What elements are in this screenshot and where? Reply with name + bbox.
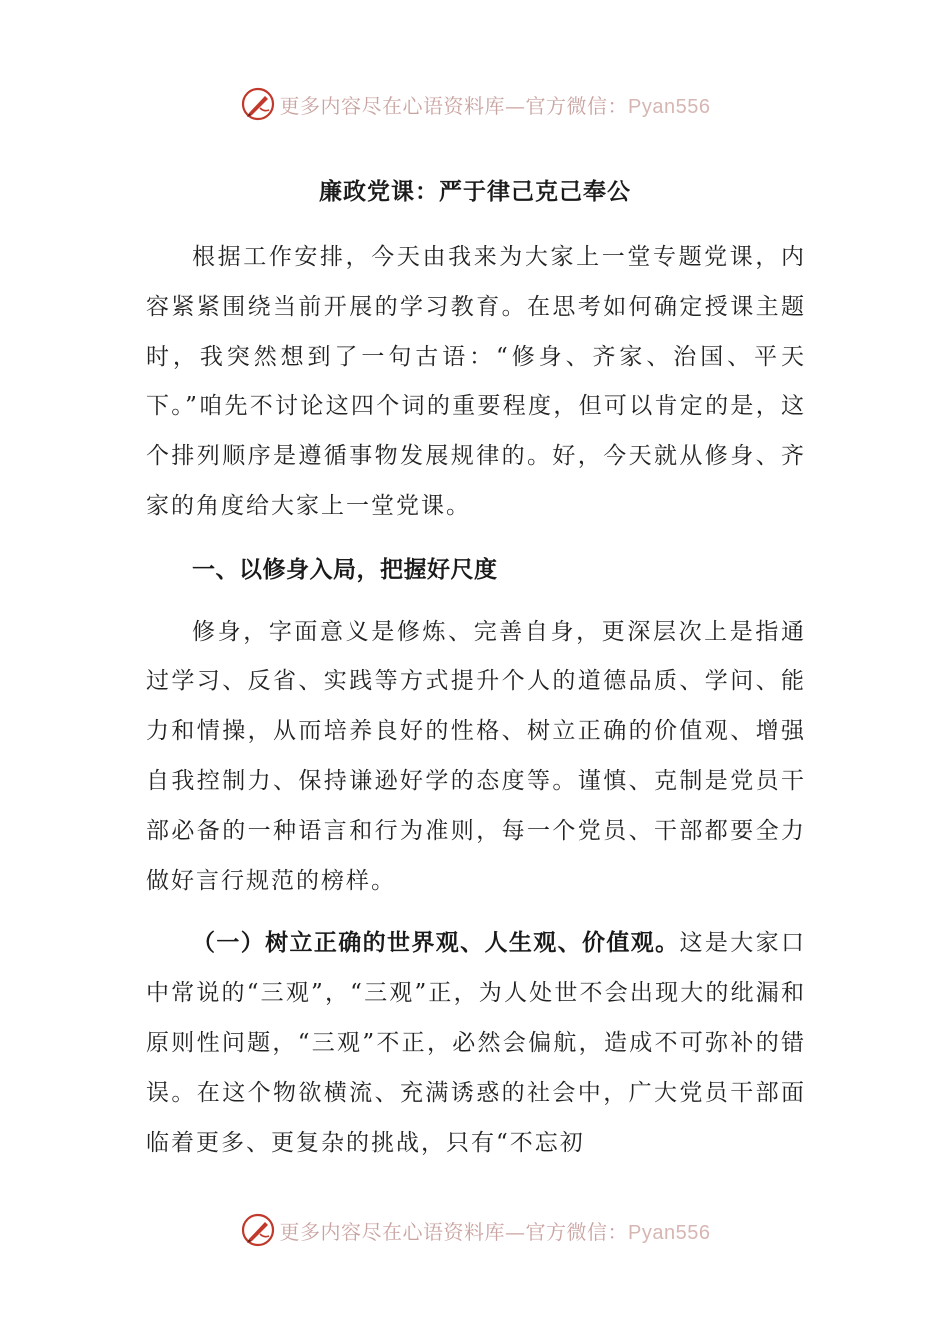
- section-1-paragraph: 修身，字面意义是修炼、完善自身，更深层次上是指通过学习、反省、实践等方式提升个人的道德品质、学问、能力和情操，从而培养良好的性格、树立正确的价值观、增强自我控制力、保持谦逊好学的态度等。谨慎、克制是党员干部必备的一种语言和行为准则，每一个党员、干部都要全力做好言行规范的榜样。: [146, 618, 806, 894]
- intro-paragraph: 根据工作安排，今天由我来为大家上一堂专题党课，内容紧紧围绕当前开展的学习教育。在思考如何确定授课主题时，我突然想到了一句古语：“修身、齐家、治国、平天下。”咱先不讨论这四个词的重要程度，但可以肯定的是，这个排列顺序是遵循事物发展规律的。好，今天就从修身、齐家的角度给大家上一堂党课。: [146, 244, 806, 519]
- watermark-header: [0, 84, 950, 124]
- subsection-1-paragraph: [146, 918, 806, 1168]
- document-body: [146, 233, 806, 1168]
- section-heading-1: 一、以修身入局，把握好尺度: [192, 555, 498, 583]
- watermark-wechat-id: Pyan556: [628, 1221, 711, 1244]
- pen-logo-icon: [240, 86, 276, 122]
- watermark-footer: [0, 1210, 950, 1250]
- watermark-text: 更多内容尽在心语资料库—官方微信：Pyan556: [279, 1219, 711, 1244]
- document-title: 廉政党课：严于律己克己奉公: [319, 178, 631, 205]
- watermark-text: 更多内容尽在心语资料库—官方微信：Pyan556: [279, 93, 711, 118]
- subsection-1-text: 这是大家口中常说的“三观”，“三观”正，为人处世不会出现大的纰漏和原则性问题，“三观”不正，必然会偏航，造成不可弥补的错误。在这个物欲横流、充满诱惑的社会中，广大党员干部面临着更多、更复杂的挑战，只有“不忘初: [146, 930, 806, 1156]
- subsection-1-lead: （一）树立正确的世界观、人生观、价值观。: [192, 929, 680, 957]
- watermark-wechat-id: Pyan556: [628, 95, 711, 118]
- pen-logo-icon: [240, 1212, 276, 1248]
